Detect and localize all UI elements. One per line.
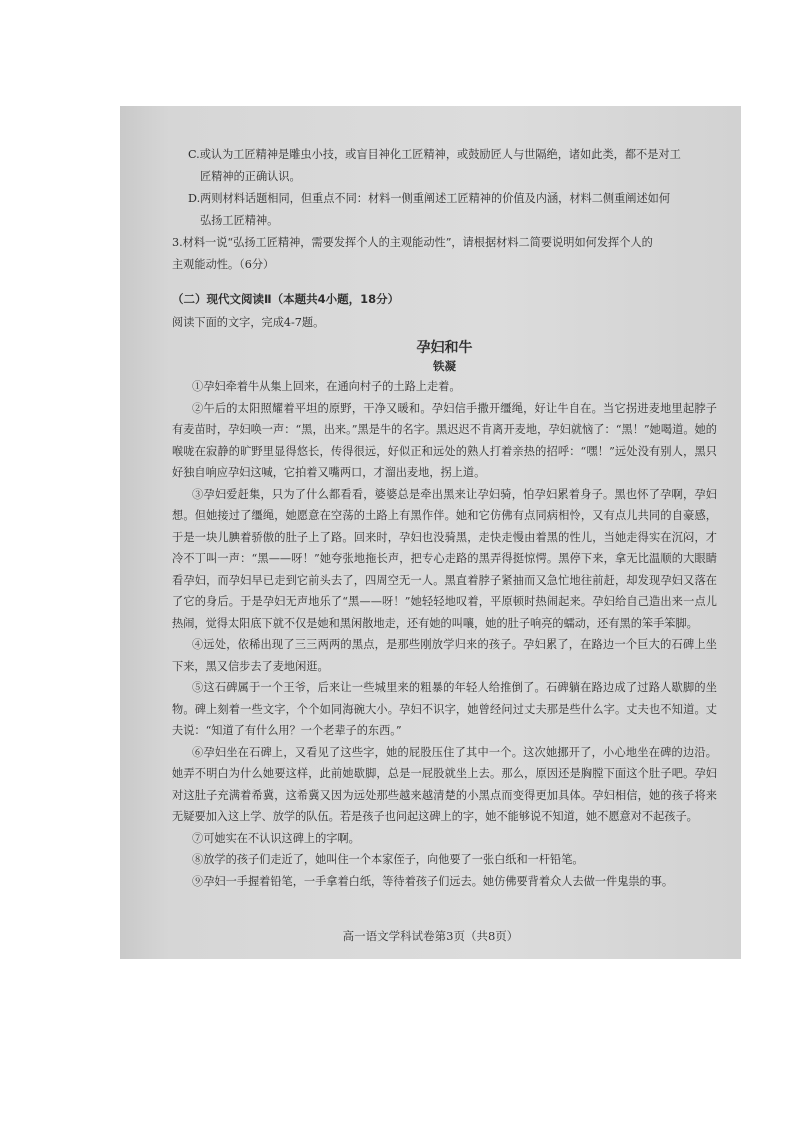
option-c-line2: 匠精神的正确认识。 <box>200 170 301 183</box>
story-paragraph-8: ⑧放学的孩子们走近了，她叫住一个本家侄子，向他要了一张白纸和一杆铅笔。 <box>192 853 584 866</box>
story-paragraph-5: ⑤这石碑属于一个王爷，后来让一些城里来的粗暴的年轻人给推倒了。石碑躺在路边成了过路人歇脚的坐物。碑上刻着一些文字，个个如同海碗大小。孕妇不识字，她曾经问过丈夫那是些什么字。丈夫也不知道。丈夫说：“知道了有什么用？一个老辈子的东西。” <box>172 681 717 737</box>
story-paragraph-2: ②午后的太阳照耀着平坦的原野，干净又暖和。孕妇信手撒开缰绳，好让牛自在。当它拐进麦地里起脖子有麦苗时，孕妇唤一声：“黑，出来。”黑是牛的名字。黑迟迟不肯离开麦地，孕妇就恼了：“黑！”她喝道。她的喉咙在寂静的旷野里显得悠长，传得很远，好似正和远处的熟人打着亲热的招呼：“嘿！”远处没有别人，黑只好独自响应孕妇这喊，它拍着又嘴两口，才溜出麦地，拐上道。 <box>172 401 717 479</box>
story-paragraph-7: ⑦可她实在不认识这碑上的字啊。 <box>192 831 360 845</box>
exam-content <box>172 144 717 892</box>
story-author: 铁凝 <box>433 359 456 373</box>
story-paragraph-3: ③孕妇爱赶集，只为了什么都看看，婆婆总是牵出黑来让孕妇骑，怕孕妇累着身子。黑也怀了孕啊，孕妇想。但她接过了缰绳，她愿意在空荡的土路上有黑作伴。她和它仿佛有点同病相怜，又有点儿共同的自豪感，于是一块儿腆着骄傲的肚子上了路。回来时，孕妇也没骑黑，走快走慢由着黑的性儿，当她走得实在沉闷，才冷不丁叫一声：“黑——呀！”她夸张地拖长声，把专心走路的黑弄得挺惊愕。黑停下来，拿无比温顺的大眼睛看孕妇，而孕妇早已走到它前头去了，四周空无一人。黑直着脖子紧抽而又急忙地往前赶，却发现孕妇又落在了它的身后。于是孕妇无声地乐了“黑——呀！”她轻轻地叹着，平原顿时热闹起来。孕妇给自己造出来一点儿热闹，觉得太阳底下就不仅是她和黑闲散地走，还有她的叫嚷，她的肚子响亮的蠕动，还有黑的笨手笨脚。 <box>172 487 717 630</box>
option-d-line1: D.两则材料话题相同，但重点不同：材料一侧重阐述工匠精神的价值及内涵，材料二侧重阐述如何 <box>188 192 671 205</box>
section-heading: （二）现代文阅读Ⅱ（本题共4小题，18分） <box>172 292 400 306</box>
story-paragraph-4: ④远处，依稀出现了三三两两的黑点，是那些刚放学归来的孩子。孕妇累了，在路边一个巨大的石碑上坐下来，黑又信步去了麦地闲逛。 <box>172 638 717 673</box>
option-c-line1: C.或认为工匠精神是雕虫小技，或盲目神化工匠精神，或鼓励匠人与世隔绝，诸如此类，都不是对工 <box>188 148 681 161</box>
story-paragraph-9: ⑨孕妇一手握着铅笔，一手拿着白纸，等待着孩子们远去。她仿佛要背着众人去做一件鬼祟的事。 <box>192 874 674 888</box>
question-3-line2: 主观能动性。（6分） <box>172 258 275 271</box>
story-paragraph-1: ①孕妇牵着牛从集上回来，在通向村子的土路上走着。 <box>192 380 461 393</box>
page-footer: 高一语文学科试卷第3页（共8页） <box>342 929 519 943</box>
question-3-line1: 3.材料一说“弘扬工匠精神，需要发挥个人的主观能动性”，请根据材料二简要说明如何发挥个人的 <box>172 236 653 249</box>
option-d-line2: 弘扬工匠精神。 <box>200 214 279 227</box>
story-paragraph-6: ⑥孕妇坐在石碑上，又看见了这些字，她的屁股压住了其中一个。这次她挪开了，小心地坐在碑的边沿。她弄不明白为什么她要这样，此前她歇脚，总是一屁股就坐上去。那么，原因还是胸膛下面这个肚子吧。孕妇对这肚子充满着希冀，这希冀又因为远处那些越来越清楚的小黑点而变得更加具体。孕妇相信，她的孩子将来无疑要加入这上学、放学的队伍。若是孩子也问起这碑上的字，她不能够说不知道，她不愿意对不起孩子。 <box>172 745 717 823</box>
story-title: 孕妇和牛 <box>416 340 473 356</box>
exam-page-photo <box>120 106 741 959</box>
section-instruction: 阅读下面的文字，完成4-7题。 <box>172 316 325 329</box>
